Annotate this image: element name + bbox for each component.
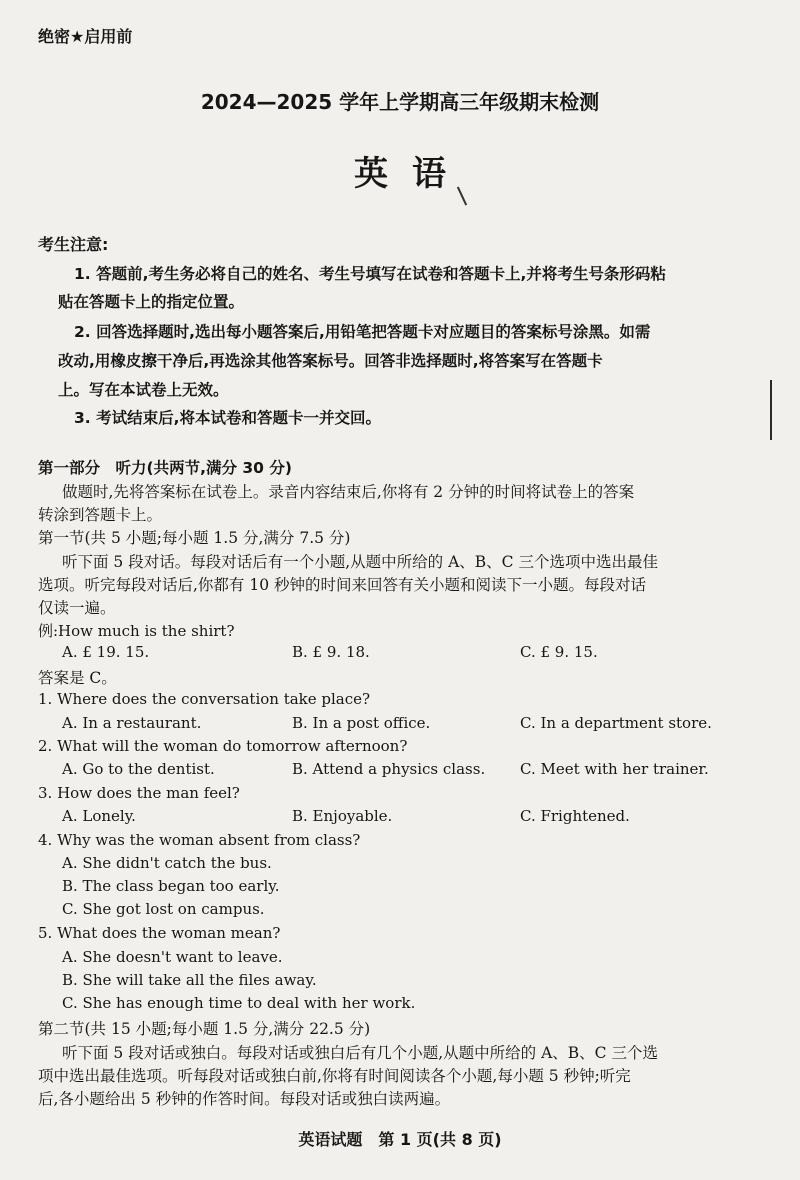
section1-heading: 第一节(共 5 小题;每小题 1.5 分,满分 7.5 分): [38, 529, 351, 547]
q5-option-a: A. She doesn't want to leave.: [62, 948, 283, 966]
example-option-b: B. £ 9. 18.: [292, 643, 370, 661]
question-2: 2. What will the woman do tomorrow afternoon?: [38, 737, 408, 755]
notice-line: 3. 考试结束后,将本试卷和答题卡一并交回。: [74, 409, 381, 427]
notice-heading: 考生注意:: [38, 235, 109, 254]
example-option-c: C. £ 9. 15.: [520, 643, 598, 661]
q3-option-b: B. Enjoyable.: [292, 807, 393, 825]
section1-instruction: 选项。听完每段对话后,你都有 10 秒钟的时间来回答有关小题和阅读下一小题。每段对话: [38, 576, 647, 594]
q3-option-a: A. Lonely.: [62, 807, 136, 825]
notice-line: 2. 回答选择题时,选出每小题答案后,用铅笔把答题卡对应题目的答案标号涂黑。如需: [74, 323, 651, 341]
notice-line: 上。写在本试卷上无效。: [58, 381, 229, 399]
q2-option-c: C. Meet with her trainer.: [520, 760, 709, 778]
question-3: 3. How does the man feel?: [38, 784, 240, 802]
notice-line: 改动,用橡皮擦干净后,再选涂其他答案标号。回答非选择题时,将答案写在答题卡: [58, 352, 603, 370]
question-5: 5. What does the woman mean?: [38, 924, 281, 942]
q3-option-c: C. Frightened.: [520, 807, 630, 825]
notice-line: 1. 答题前,考生务必将自己的姓名、考生号填写在试卷和答题卡上,并将考生号条形码粘: [74, 265, 666, 283]
q1-option-b: B. In a post office.: [292, 714, 431, 732]
section1-instruction: 仅读一遍。: [38, 599, 116, 617]
q1-option-c: C. In a department store.: [520, 714, 712, 732]
subject-title: 英语: [354, 154, 470, 194]
part1-instruction: 转涂到答题卡上。: [38, 506, 163, 524]
part1-heading: 第一部分 听力(共两节,满分 30 分): [38, 459, 292, 477]
section1-instruction: 听下面 5 段对话。每段对话后有一个小题,从题中所给的 A、B、C 三个选项中选出最佳: [62, 553, 658, 571]
section2-heading: 第二节(共 15 小题;每小题 1.5 分,满分 22.5 分): [38, 1020, 371, 1038]
confidential-label: 绝密★启用前: [38, 27, 133, 46]
section2-instruction: 项中选出最佳选项。听每段对话或独白前,你将有时间阅读各个小题,每小题 5 秒钟;听完: [38, 1067, 631, 1085]
q4-option-a: A. She didn't catch the bus.: [62, 854, 272, 872]
question-1: 1. Where does the conversation take place?: [38, 690, 371, 708]
page-footer: 英语试题 第 1 页(共 8 页): [298, 1130, 502, 1149]
q4-option-c: C. She got lost on campus.: [62, 900, 265, 918]
margin-rule: [770, 380, 772, 440]
section2-instruction: 听下面 5 段对话或独白。每段对话或独白后有几个小题,从题中所给的 A、B、C 三个选: [62, 1044, 658, 1062]
q4-option-b: B. The class began too early.: [62, 877, 280, 895]
notice-line: 贴在答题卡上的指定位置。: [58, 293, 245, 311]
part1-instruction: 做题时,先将答案标在试卷上。录音内容结束后,你将有 2 分钟的时间将试卷上的答案: [62, 483, 635, 501]
question-4: 4. Why was the woman absent from class?: [38, 831, 361, 849]
example-question: 例:How much is the shirt?: [38, 622, 235, 640]
exam-title: 2024—2025 学年上学期高三年级期末检测: [200, 90, 600, 114]
section2-instruction: 后,各小题给出 5 秒钟的作答时间。每段对话或独白读两遍。: [38, 1090, 451, 1108]
q2-option-a: A. Go to the dentist.: [62, 760, 215, 778]
q1-option-a: A. In a restaurant.: [62, 714, 202, 732]
example-option-a: A. £ 19. 15.: [62, 643, 150, 661]
q2-option-b: B. Attend a physics class.: [292, 760, 486, 778]
q5-option-c: C. She has enough time to deal with her work.: [62, 994, 416, 1012]
q5-option-b: B. She will take all the files away.: [62, 971, 317, 989]
example-answer: 答案是 C。: [38, 669, 117, 687]
